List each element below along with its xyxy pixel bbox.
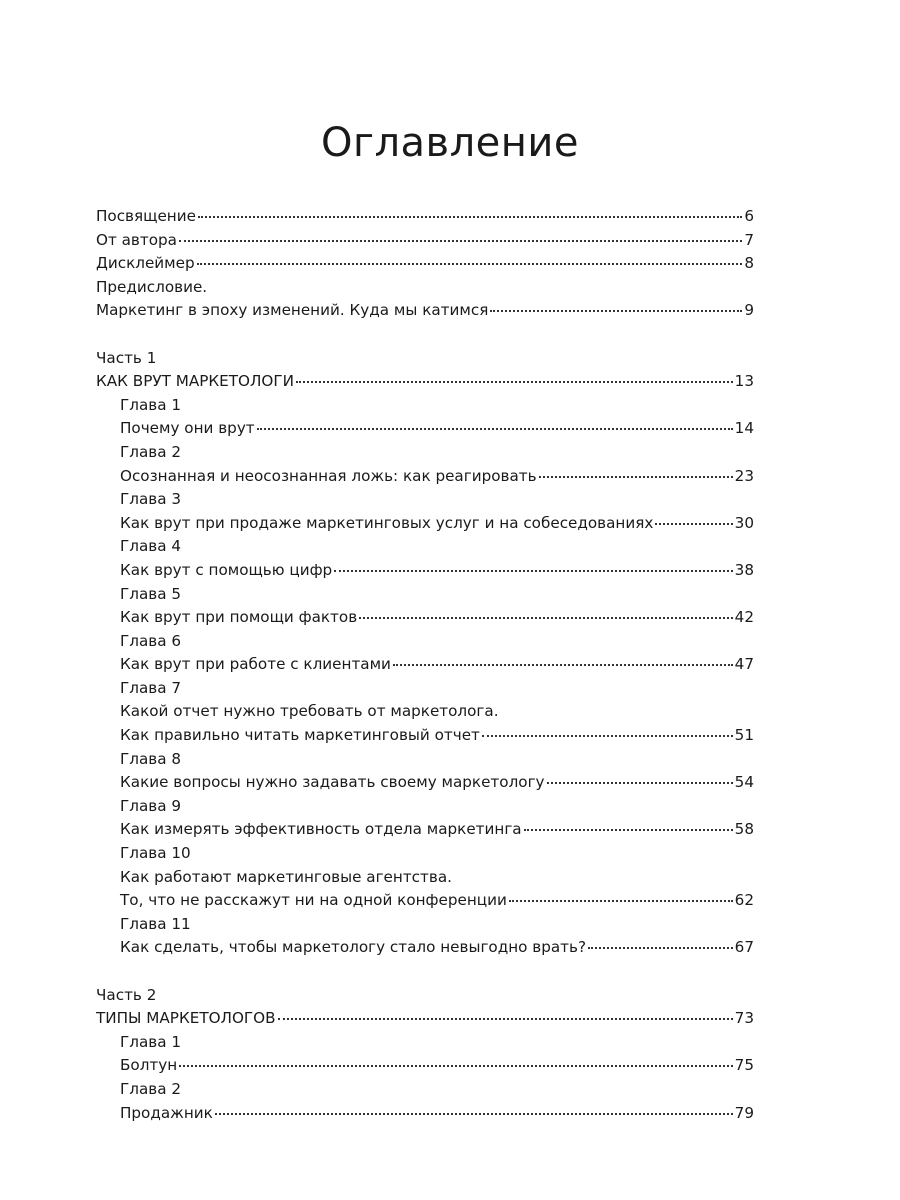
toc-entry-page-number: 9 bbox=[744, 301, 754, 320]
toc-entry-title: Часть 2 bbox=[96, 985, 157, 1004]
toc-entry-title: Глава 2 bbox=[120, 1079, 182, 1098]
toc-entry bbox=[96, 441, 754, 465]
toc-entry bbox=[96, 370, 754, 394]
dot-leader bbox=[482, 735, 733, 737]
toc-entry bbox=[96, 299, 754, 323]
dot-leader bbox=[547, 782, 733, 784]
toc-entry-title: Как сделать, чтобы маркетологу стало невыгодно врать? bbox=[120, 938, 587, 957]
toc-entry-title: Как правильно читать маркетинговый отчет bbox=[120, 726, 480, 745]
toc-entry bbox=[96, 795, 754, 819]
dot-leader bbox=[334, 570, 732, 572]
toc-entry bbox=[96, 535, 754, 559]
toc-entry-title: Как врут с помощью цифр bbox=[120, 560, 333, 579]
dot-leader bbox=[278, 1018, 733, 1020]
toc-entry-page-number: 54 bbox=[734, 773, 754, 792]
toc-entry bbox=[96, 700, 754, 724]
toc-entry-page-number: 62 bbox=[734, 891, 754, 910]
toc-entry bbox=[96, 606, 754, 630]
section-spacer bbox=[96, 960, 754, 984]
toc-entry-title: Продажник bbox=[120, 1103, 213, 1122]
dot-leader bbox=[393, 664, 733, 666]
toc-entry bbox=[96, 559, 754, 583]
dot-leader bbox=[179, 1065, 732, 1067]
toc-entry-title: Как измерять эффективность отдела маркетинга bbox=[120, 820, 522, 839]
toc-entry bbox=[96, 653, 754, 677]
toc-entry bbox=[96, 276, 754, 300]
toc-entry-title: Какие вопросы нужно задавать своему маркетологу bbox=[120, 773, 545, 792]
dot-leader bbox=[509, 900, 733, 902]
toc-entry-title: Какой отчет нужно требовать от маркетолога. bbox=[120, 702, 499, 721]
toc-entry-title: То, что не расскажут ни на одной конференции bbox=[120, 891, 507, 910]
toc-entry bbox=[96, 818, 754, 842]
toc-entry-title: Глава 9 bbox=[120, 796, 182, 815]
table-of-contents bbox=[96, 205, 754, 1125]
toc-entry-title: Глава 1 bbox=[120, 395, 182, 414]
toc-entry-title: Глава 5 bbox=[120, 584, 182, 603]
toc-entry bbox=[96, 583, 754, 607]
toc-entry-title: Как работают маркетинговые агентства. bbox=[120, 867, 452, 886]
toc-entry bbox=[96, 724, 754, 748]
toc-entry-title: Маркетинг в эпоху изменений. Куда мы катимся bbox=[96, 301, 489, 320]
toc-entry bbox=[96, 1054, 754, 1078]
toc-entry-title: Глава 11 bbox=[120, 914, 191, 933]
toc-entry-title: Глава 4 bbox=[120, 537, 182, 556]
toc-entry bbox=[96, 1078, 754, 1102]
toc-entry-page-number: 30 bbox=[734, 513, 754, 532]
dot-leader bbox=[198, 216, 742, 218]
toc-entry-title: Предисловие. bbox=[96, 277, 208, 296]
toc-entry bbox=[96, 630, 754, 654]
toc-entry-title: Как врут при продаже маркетинговых услуг и на собеседованиях bbox=[120, 513, 654, 532]
toc-entry-page-number: 47 bbox=[734, 655, 754, 674]
toc-entry-title: Часть 1 bbox=[96, 348, 157, 367]
dot-leader bbox=[490, 310, 742, 312]
toc-entry bbox=[96, 889, 754, 913]
toc-entry-title: Как врут при помощи фактов bbox=[120, 608, 358, 627]
toc-entry bbox=[96, 1007, 754, 1031]
toc-entry bbox=[96, 465, 754, 489]
toc-entry-page-number: 79 bbox=[734, 1103, 754, 1122]
toc-entry-title: Глава 1 bbox=[120, 1032, 182, 1051]
dot-leader bbox=[197, 263, 743, 265]
toc-entry-title: Глава 10 bbox=[120, 844, 191, 863]
toc-entry-page-number: 75 bbox=[734, 1056, 754, 1075]
toc-entry-title: Дисклеймер bbox=[96, 254, 195, 273]
toc-entry-title: От автора bbox=[96, 230, 177, 249]
toc-entry-title: Глава 3 bbox=[120, 490, 182, 509]
dot-leader bbox=[655, 523, 732, 525]
toc-entry bbox=[96, 205, 754, 229]
toc-entry-page-number: 8 bbox=[744, 254, 754, 273]
toc-entry bbox=[96, 913, 754, 937]
toc-entry bbox=[96, 866, 754, 890]
toc-entry-title: Осознанная и неосознанная ложь: как реагировать bbox=[120, 466, 537, 485]
toc-entry bbox=[96, 771, 754, 795]
toc-entry bbox=[96, 677, 754, 701]
toc-entry-page-number: 13 bbox=[734, 372, 754, 391]
dot-leader bbox=[359, 617, 733, 619]
toc-entry bbox=[96, 347, 754, 371]
toc-entry bbox=[96, 842, 754, 866]
toc-entry-title: Глава 8 bbox=[120, 749, 182, 768]
toc-entry bbox=[96, 229, 754, 253]
dot-leader bbox=[524, 829, 733, 831]
toc-entry-title: Глава 2 bbox=[120, 442, 182, 461]
toc-entry-page-number: 14 bbox=[734, 419, 754, 438]
toc-entry bbox=[96, 252, 754, 276]
toc-entry-title: КАК ВРУТ МАРКЕТОЛОГИ bbox=[96, 372, 294, 391]
toc-entry bbox=[96, 512, 754, 536]
toc-entry bbox=[96, 984, 754, 1008]
toc-entry bbox=[96, 1102, 754, 1126]
toc-entry-title: Болтун bbox=[120, 1056, 178, 1075]
toc-entry bbox=[96, 417, 754, 441]
toc-entry-page-number: 7 bbox=[744, 230, 754, 249]
toc-entry bbox=[96, 394, 754, 418]
toc-entry-title: Глава 7 bbox=[120, 678, 182, 697]
toc-entry-title: Как врут при работе с клиентами bbox=[120, 655, 391, 674]
toc-entry bbox=[96, 936, 754, 960]
toc-entry-page-number: 58 bbox=[734, 820, 754, 839]
dot-leader bbox=[588, 947, 733, 949]
toc-entry-page-number: 38 bbox=[734, 560, 754, 579]
toc-entry-page-number: 51 bbox=[734, 726, 754, 745]
toc-entry bbox=[96, 488, 754, 512]
toc-entry-page-number: 23 bbox=[734, 466, 754, 485]
toc-entry-page-number: 67 bbox=[734, 938, 754, 957]
toc-entry-title: ТИПЫ МАРКЕТОЛОГОВ bbox=[96, 1009, 276, 1028]
dot-leader bbox=[539, 476, 733, 478]
toc-entry-page-number: 73 bbox=[734, 1009, 754, 1028]
dot-leader bbox=[296, 381, 733, 383]
toc-entry-page-number: 42 bbox=[734, 608, 754, 627]
toc-entry-title: Почему они врут bbox=[120, 419, 255, 438]
section-spacer bbox=[96, 323, 754, 347]
toc-entry bbox=[96, 1031, 754, 1055]
dot-leader bbox=[179, 240, 742, 242]
page-title: Оглавление bbox=[320, 120, 580, 166]
dot-leader bbox=[257, 428, 733, 430]
toc-entry bbox=[96, 748, 754, 772]
toc-entry-title: Глава 6 bbox=[120, 631, 182, 650]
toc-entry-title: Посвящение bbox=[96, 207, 196, 225]
toc-entry-page-number: 6 bbox=[744, 207, 754, 225]
dot-leader bbox=[215, 1113, 733, 1115]
